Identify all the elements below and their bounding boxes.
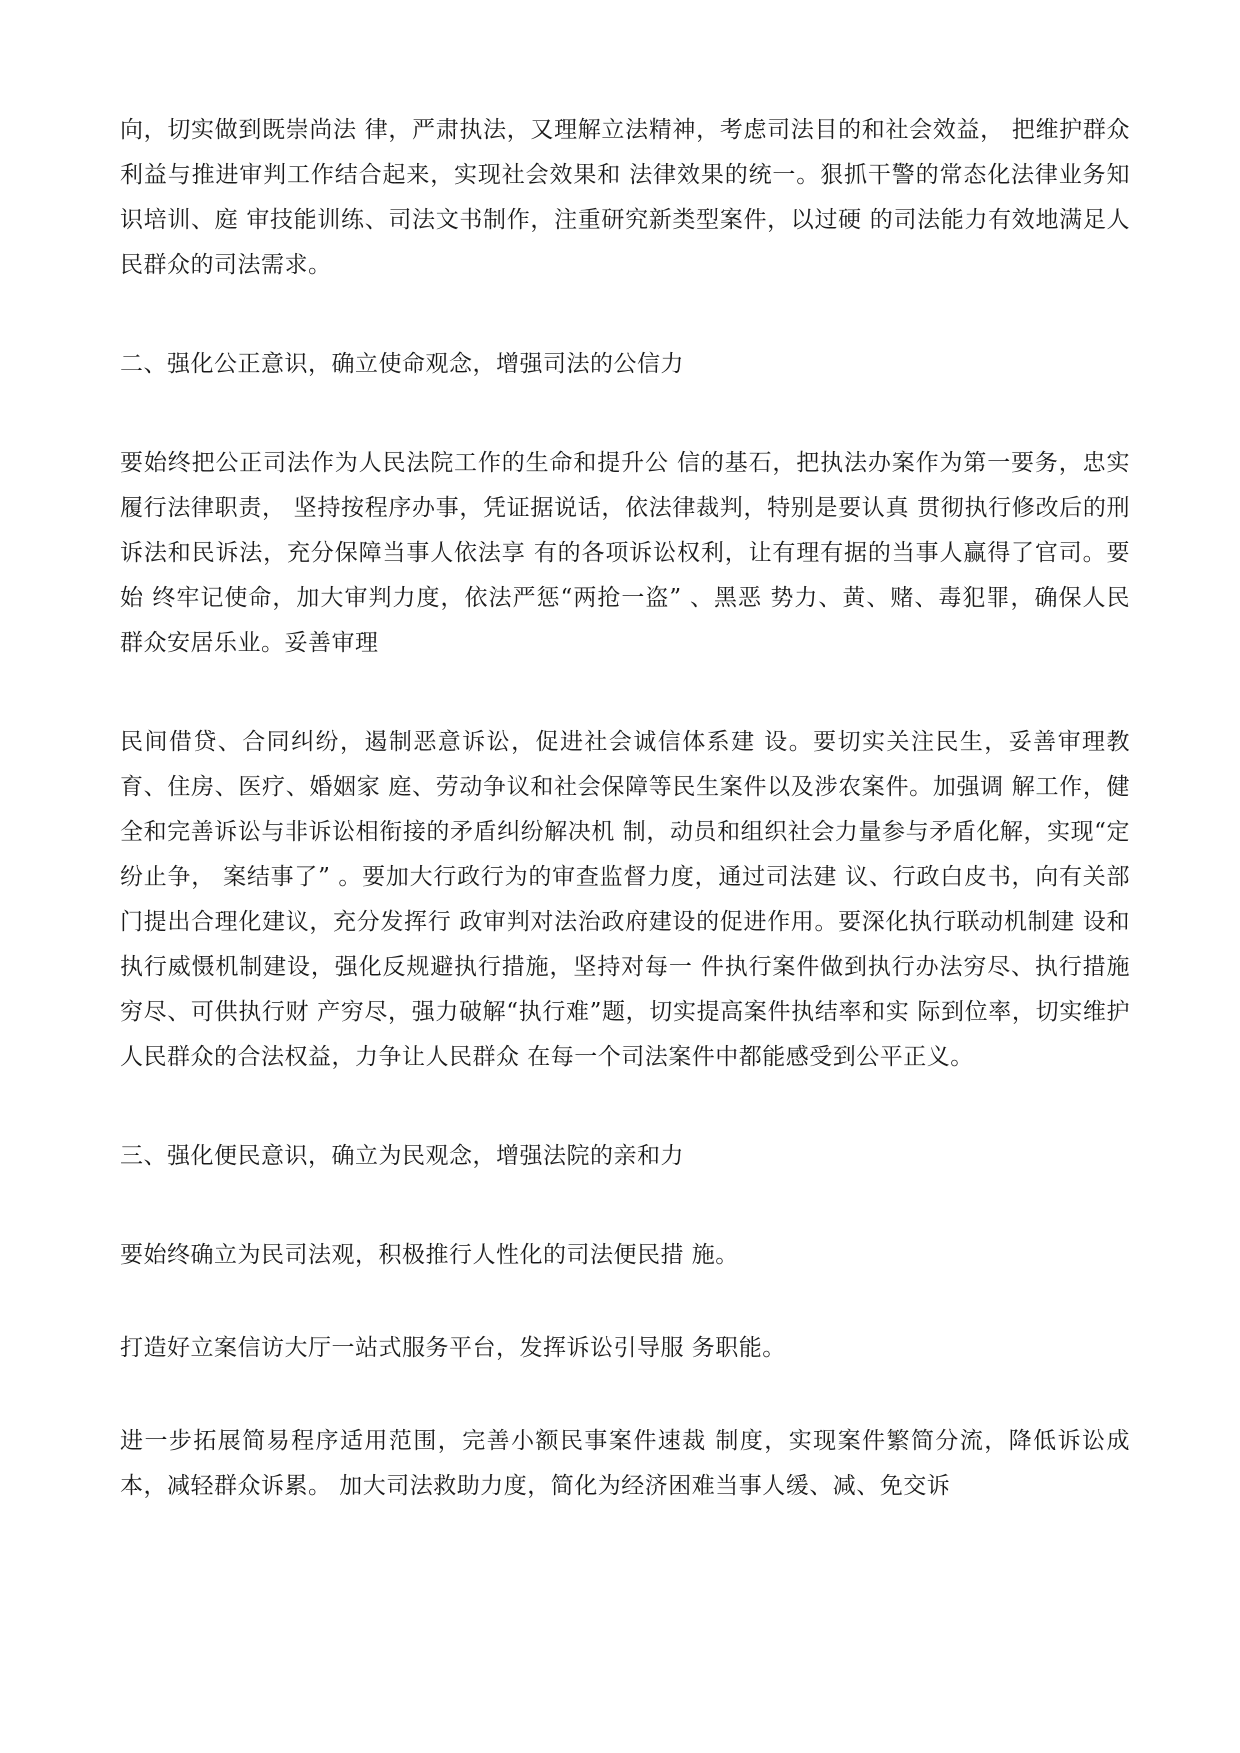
paragraph: 要始终确立为民司法观，积极推行人性化的司法便民措 施。 — [120, 1242, 739, 1268]
section-heading: 二、强化公正意识，确立使命观念，增强司法的公信力 — [120, 351, 684, 377]
paragraph: 进一步拓展简易程序适用范围，完善小额民事案件速裁 制度，实现案件繁简分流，降低诉讼成本，减轻群众诉累。 加大司法救助力度，简化为经济困难当事人缓、减、免交诉 — [120, 1428, 1130, 1499]
paragraph: 打造好立案信访大厅一站式服务平台，发挥诉讼引导服 务职能。 — [120, 1335, 786, 1361]
paragraph: 要始终把公正司法作为人民法院工作的生命和提升公 信的基石，把执法办案作为第一要务，忠实履行法律职责， 坚持按程序办事，凭证据说话，依法律裁判，特别是要认真 贯彻执行修改后的刑诉法和民诉法，充分保障当事人依法享 有的各项诉讼权利，让有理有据的当事人赢得了官司。要始 终牢记使命，加大审判力度，依法严惩“两抢一盗” 、黑恶 势力、黄、赌、毒犯罪，确保人民群众安居乐业。妥善审理 — [120, 450, 1130, 656]
section-heading: 三、强化便民意识，确立为民观念，增强法院的亲和力 — [120, 1143, 684, 1169]
document-body — [120, 108, 1130, 1563]
paragraph: 向，切实做到既崇尚法 律，严肃执法，又理解立法精神，考虑司法目的和社会效益， 把维护群众利益与推进审判工作结合起来，实现社会效果和 法律效果的统一。狠抓干警的常态化法律业务知识培训、庭 审技能训练、司法文书制作，注重研究新类型案件，以过硬 的司法能力有效地满足人民群众的司法需求。 — [120, 117, 1130, 278]
paragraph: 民间借贷、合同纠纷，遏制恶意诉讼，促进社会诚信体系建 设。要切实关注民生，妥善审理教育、住房、医疗、婚姻家 庭、劳动争议和社会保障等民生案件以及涉农案件。加强调 解工作，健全和完善诉讼与非诉讼相衔接的矛盾纠纷解决机 制，动员和组织社会力量参与矛盾化解，实现“定纷止争， 案结事了” 。要加大行政行为的审查监督力度，通过司法建 议、行政白皮书，向有关部门提出合理化建议，充分发挥行 政审判对法治政府建设的促进作用。要深化执行联动机制建 设和执行威慑机制建设，强化反规避执行措施，坚持对每一 件执行案件做到执行办法穷尽、执行措施穷尽、可供执行财 产穷尽，强力破解“执行难”题，切实提高案件执结率和实 际到位率，切实维护人民群众的合法权益，力争让人民群众 在每一个司法案件中都能感受到公平正义。 — [120, 729, 1130, 1070]
